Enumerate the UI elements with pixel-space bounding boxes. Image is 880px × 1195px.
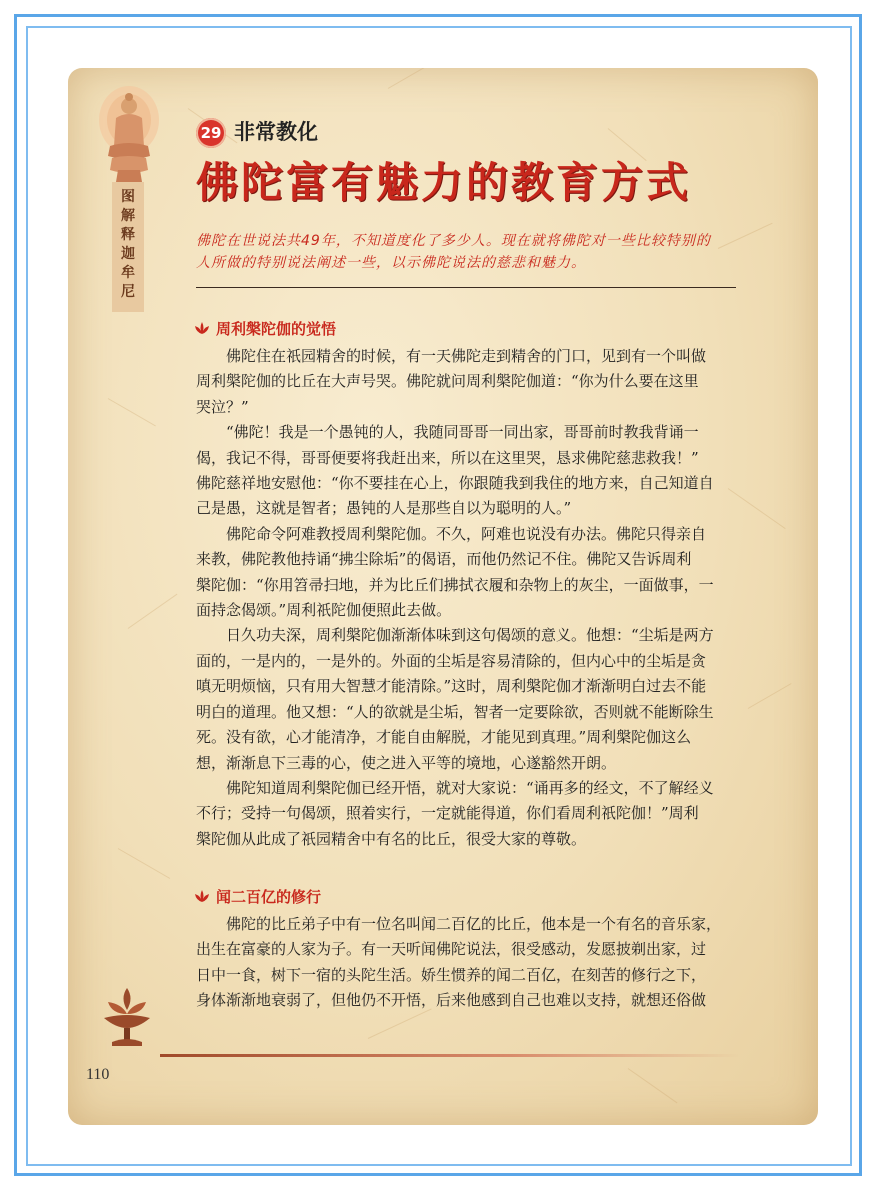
body-line: 日久功夫深，周利槃陀伽渐渐体味到这句偈颂的意义。他想：“尘垢是两方: [196, 626, 714, 645]
sidebar-char: 尼: [121, 284, 135, 300]
chapter-title: 佛陀富有魅力的教育方式: [196, 158, 692, 207]
section-heading: 周利槃陀伽的觉悟: [216, 320, 337, 338]
body-line: 明白的道理。他又想：“人的欲就是尘垢，智者一定要除欲，否则就不能断除生: [196, 702, 714, 721]
lotus-icon: [192, 888, 212, 904]
chapter-subtitle: 非常教化: [234, 120, 318, 144]
body-line: 佛陀知道周利槃陀伽已经开悟，就对大家说：“诵再多的经文，不了解经义: [196, 778, 714, 797]
buddha-figure-icon: [96, 84, 162, 184]
body-line: 不行；受持一句偈颂，照着实行，一定就能得道，你们看周利祇陀伽！”周利: [196, 804, 699, 823]
body-line: 面持念偈颂。”周利祇陀伽便照此去做。: [196, 601, 452, 620]
section-body: [196, 912, 744, 1014]
footer-rule: [160, 1054, 740, 1057]
body-line: 想，渐渐息下三毒的心，使之进入平等的境地，心遂豁然开朗。: [196, 753, 617, 772]
body-line: 佛陀的比丘弟子中有一位名叫闻二百亿的比丘，他本是一个有名的音乐家，: [196, 915, 722, 933]
body-line: 来教，佛陀教他持诵“拂尘除垢”的偈语，而他仍然记不住。佛陀又告诉周利: [196, 550, 692, 569]
sidebar-title: [112, 188, 144, 302]
body-line: 死。没有欲，心才能清净，才能自由解脱，才能见到真理。”周利槃陀伽这么: [196, 728, 692, 747]
body-line: 面的，一是内的，一是外的。外面的尘垢是容易清除的，但内心中的尘垢是贪: [196, 651, 707, 670]
lotus-icon: [192, 320, 212, 336]
body-line: 佛陀命令阿难教授周利槃陀伽。不久，阿难也说没有办法。佛陀只得亲自: [196, 524, 707, 543]
body-line: 己是愚，这就是智者；愚钝的人是那些自以为聪明的人。”: [196, 499, 572, 518]
intro-line: 佛陀在世说法共49年，不知道度化了多少人。现在就将佛陀对一些比较特别的: [196, 233, 711, 249]
sidebar-char: 释: [121, 227, 135, 243]
intro-paragraph: [196, 230, 736, 274]
section-heading: 闻二百亿的修行: [216, 888, 322, 906]
sidebar-char: 迦: [121, 246, 135, 262]
body-line: 佛陀住在祇园精舍的时候，有一天佛陀走到精舍的门口，见到有一个叫做: [196, 347, 707, 365]
body-line: 槃陀伽从此成了祇园精舍中有名的比丘，很受大家的尊敬。: [196, 829, 587, 848]
body-line: 出生在富豪的人家为子。有一天听闻佛陀说法，很受感动，发愿披剃出家，过: [196, 940, 707, 959]
chapter-number-badge: 29: [196, 118, 226, 148]
body-line: 偈，我记不得，哥哥便要将我赶出来，所以在这里哭，恳求佛陀慈悲救我！”: [196, 448, 699, 467]
divider-rule: [196, 287, 736, 288]
page-number: 110: [86, 1066, 110, 1083]
body-line: 佛陀慈祥地安慰他：“你不要挂在心上，你跟随我到我住的地方来，自己知道自: [196, 474, 714, 493]
sidebar-char: 图: [121, 189, 135, 205]
section-body: [196, 344, 744, 852]
body-line: 日中一食，树下一宿的头陀生活。娇生惯养的闻二百亿，在刻苦的修行之下，: [196, 965, 707, 984]
body-line: 身体渐渐地衰弱了，但他仍不开悟，后来他感到自己也难以支持，就想还俗做: [196, 991, 707, 1010]
sidebar-char: 解: [121, 208, 135, 224]
body-line: 哭泣？”: [196, 397, 249, 416]
body-line: 槃陀伽：“你用笤帚扫地，并为比丘们拂拭衣履和杂物上的灰尘，一面做事，一: [196, 575, 714, 594]
body-line: 周利槃陀伽的比丘在大声号哭。佛陀就问周利槃陀伽道：“你为什么要在这里: [196, 372, 699, 391]
sidebar-char: 牟: [121, 265, 135, 281]
intro-line: 人所做的特别说法阐述一些，以示佛陀说法的慈悲和魅力。: [196, 255, 586, 271]
body-line: 嗔无明烦恼，只有用大智慧才能清除。”这时，周利槃陀伽才渐渐明白过去不能: [196, 677, 707, 696]
lotus-ornament-icon: [98, 984, 156, 1050]
body-line: “佛陀！我是一个愚钝的人，我随同哥哥一同出家，哥哥前时教我背诵一: [196, 423, 699, 442]
